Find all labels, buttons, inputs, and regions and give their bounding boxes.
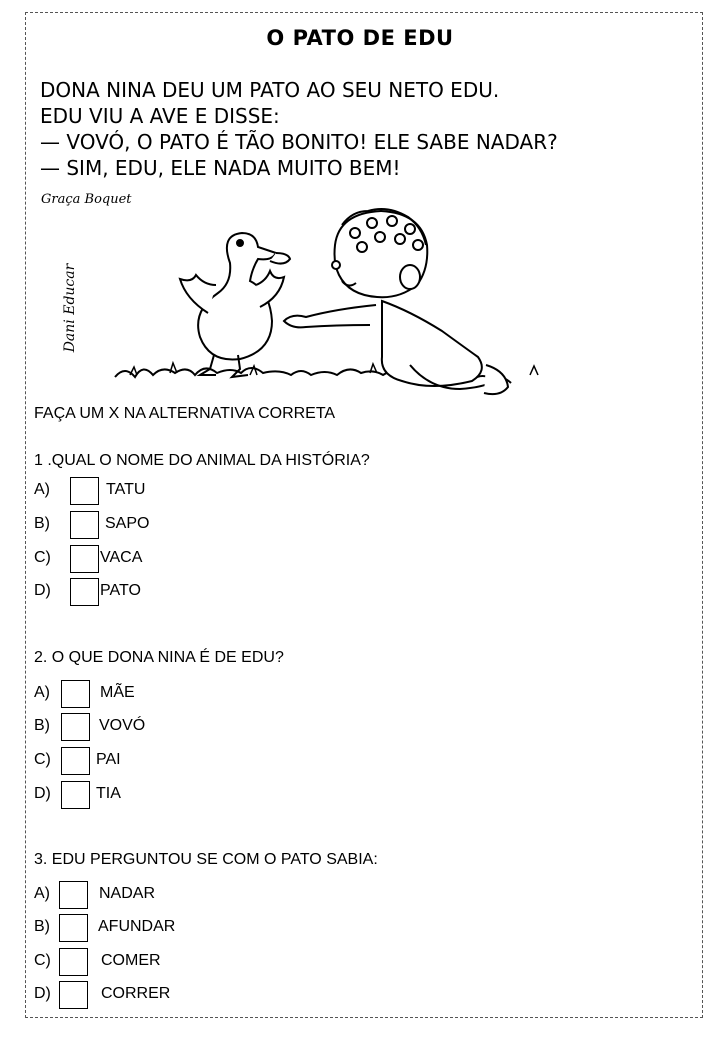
boy-and-duck-illustration — [110, 205, 590, 405]
option-letter: B) — [34, 717, 50, 734]
answer-checkbox[interactable] — [70, 578, 99, 606]
answer-checkbox[interactable] — [59, 914, 88, 942]
answer-checkbox[interactable] — [61, 747, 90, 775]
story-line: — VOVÓ, O PATO É TÃO BONITO! ELE SABE NADAR? — [40, 130, 558, 154]
duck-drawing — [180, 233, 290, 377]
option-text: VOVÓ — [99, 717, 146, 734]
answer-checkbox[interactable] — [70, 511, 99, 539]
watermark: Dani Educar — [62, 263, 78, 353]
option-letter: C) — [34, 751, 51, 768]
answer-checkbox[interactable] — [61, 713, 90, 741]
option-text: AFUNDAR — [98, 918, 176, 935]
option-text: SAPO — [105, 515, 150, 532]
story-line: — SIM, EDU, ELE NADA MUITO BEM! — [40, 156, 401, 180]
story-line: DONA NINA DEU UM PATO AO SEU NETO EDU. — [40, 78, 500, 102]
option-text: COMER — [101, 952, 161, 969]
option-letter: C) — [34, 549, 51, 566]
story-line: EDU VIU A AVE E DISSE: — [40, 104, 280, 128]
option-text: PAI — [96, 751, 121, 768]
option-letter: A) — [34, 684, 50, 701]
option-letter: C) — [34, 952, 51, 969]
option-text: PATO — [100, 582, 141, 599]
question-2-prompt: 2. O QUE DONA NINA É DE EDU? — [34, 649, 284, 666]
answer-checkbox[interactable] — [70, 477, 99, 505]
option-letter: A) — [34, 885, 50, 902]
answer-checkbox[interactable] — [59, 881, 88, 909]
option-letter: D) — [34, 985, 51, 1002]
answer-checkbox[interactable] — [61, 680, 90, 708]
option-text: VACA — [100, 549, 143, 566]
instruction-text: FAÇA UM X NA ALTERNATIVA CORRETA — [34, 405, 336, 422]
question-1-prompt: 1 .QUAL O NOME DO ANIMAL DA HISTÓRIA? — [34, 452, 370, 469]
option-letter: A) — [34, 481, 50, 498]
option-text: TATU — [106, 481, 146, 498]
story-text — [40, 77, 690, 181]
option-text: MÃE — [100, 684, 135, 701]
question-3-prompt: 3. EDU PERGUNTOU SE COM O PATO SABIA: — [34, 851, 378, 868]
boy-drawing — [284, 209, 508, 394]
answer-checkbox[interactable] — [59, 948, 88, 976]
option-letter: D) — [34, 582, 51, 599]
option-text: NADAR — [99, 885, 156, 902]
option-text: TIA — [96, 785, 121, 802]
option-letter: B) — [34, 515, 50, 532]
option-text: CORRER — [101, 985, 171, 1002]
option-letter: D) — [34, 785, 51, 802]
answer-checkbox[interactable] — [59, 981, 88, 1009]
worksheet-title: O PATO DE EDU — [266, 26, 454, 50]
answer-checkbox[interactable] — [70, 545, 99, 573]
option-letter: B) — [34, 918, 50, 935]
story-author: Graça Boquet — [41, 192, 132, 207]
answer-checkbox[interactable] — [61, 781, 90, 809]
